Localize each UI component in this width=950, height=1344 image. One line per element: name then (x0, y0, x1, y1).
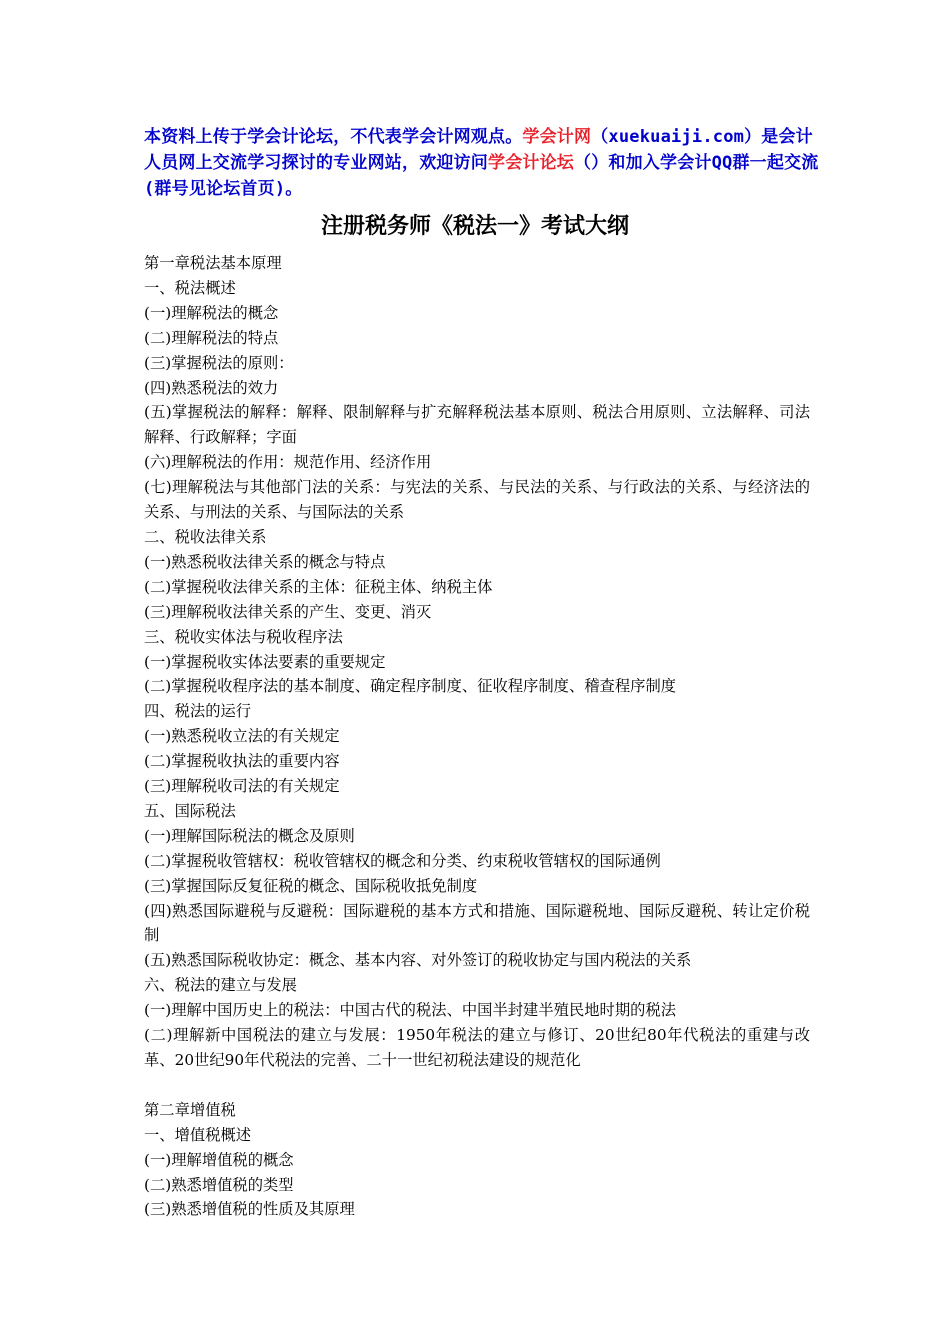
outline-item: (一)理解增值税的概念 (144, 1150, 294, 1169)
document-title: 注册税务师《税法一》考试大纲 (320, 213, 629, 239)
outline-item: (三)理解税收法律关系的产生、变更、消灭 (144, 602, 432, 621)
forum-link[interactable]: 学会计论坛 (488, 153, 574, 173)
section-heading: 六、税法的建立与发展 (144, 976, 297, 995)
site-link[interactable]: 学会计网 (522, 127, 592, 147)
notice-text: （xuekuaiji.com）是会计人员网上交流学习探讨的专业网站，欢迎访问 (144, 127, 813, 173)
outline-item: (一)理解中国历史上的税法：中国古代的税法、中国半封建半殖民地时期的税法 (144, 1001, 677, 1020)
section-heading: 四、税法的运行 (144, 702, 252, 721)
outline-item: (三)熟悉增值税的性质及其原理 (144, 1200, 355, 1219)
outline-item: (二)掌握税收管辖权：税收管辖权的概念和分类、约束税收管辖权的国际通例 (144, 851, 661, 870)
outline-item: (三)掌握税法的原则： (144, 353, 294, 372)
upload-notice (144, 124, 820, 202)
outline-body (144, 251, 810, 1222)
section-heading: 五、国际税法 (144, 801, 236, 820)
outline-item: (二)掌握税收程序法的基本制度、确定程序制度、征收程序制度、稽查程序制度 (144, 677, 677, 696)
outline-item: (五)熟悉国际税收协定：概念、基本内容、对外签订的税收协定与国内税法的关系 (144, 951, 692, 970)
outline-item: (三)理解税收司法的有关规定 (144, 777, 340, 796)
outline-item: (一)熟悉税收法律关系的概念与特点 (144, 552, 386, 571)
blank-line (144, 1073, 810, 1098)
chapter-heading: 第一章税法基本原理 (144, 254, 282, 272)
outline-item: (三)掌握国际反复征税的概念、国际税收抵免制度 (144, 876, 478, 895)
notice-text: （）和加入学会计QQ群一起交流(群号见论坛首页)。 (144, 153, 819, 199)
outline-item: (四)熟悉税法的效力 (144, 378, 279, 397)
chapter-heading: 第二章增值税 (144, 1100, 236, 1119)
outline-item: (二)熟悉增值税的类型 (144, 1175, 294, 1194)
section-heading: 二、税收法律关系 (144, 527, 267, 546)
notice-text: ，不代表学会计网观点。 (333, 127, 523, 147)
section-heading: 三、税收实体法与税收程序法 (144, 627, 343, 646)
outline-item: (一)理解税法的概念 (144, 303, 279, 322)
outline-item: (二)理解新中国税法的建立与发展：1950年税法的建立与修订、20世纪80年代税法的重建与改革、20世纪90年代税法的完善、二十一世纪初税法建设的规范化 (144, 1026, 810, 1069)
section-heading: 一、税法概述 (144, 278, 236, 297)
outline-item: (四)熟悉国际避税与反避税：国际避税的基本方式和措施、国际避税地、国际反避税、转让定价税制 (144, 901, 810, 945)
notice-text: 本资料上传于 (144, 127, 248, 147)
outline-item: (二)理解税法的特点 (144, 328, 279, 347)
outline-item: (五)掌握税法的解释：解释、限制解释与扩充解释税法基本原则、税法合用原则、立法解释、司法解释、行政解释；字面 (144, 403, 810, 447)
outline-item: (二)掌握税收执法的重要内容 (144, 752, 340, 771)
outline-item: (六)理解税法的作用：规范作用、经济作用 (144, 453, 432, 472)
outline-item: (一)掌握税收实体法要素的重要规定 (144, 652, 386, 671)
section-heading: 一、增值税概述 (144, 1125, 252, 1144)
outline-item: (七)理解税法与其他部门法的关系：与宪法的关系、与民法的关系、与行政法的关系、与经济法的关系、与刑法的关系、与国际法的关系 (144, 478, 810, 522)
outline-item: (一)熟悉税收立法的有关规定 (144, 727, 340, 746)
outline-item: (一)理解国际税法的概念及原则 (144, 826, 355, 845)
outline-item: (二)掌握税收法律关系的主体：征税主体、纳税主体 (144, 577, 493, 596)
forum-link[interactable]: 学会计论坛 (247, 127, 334, 147)
